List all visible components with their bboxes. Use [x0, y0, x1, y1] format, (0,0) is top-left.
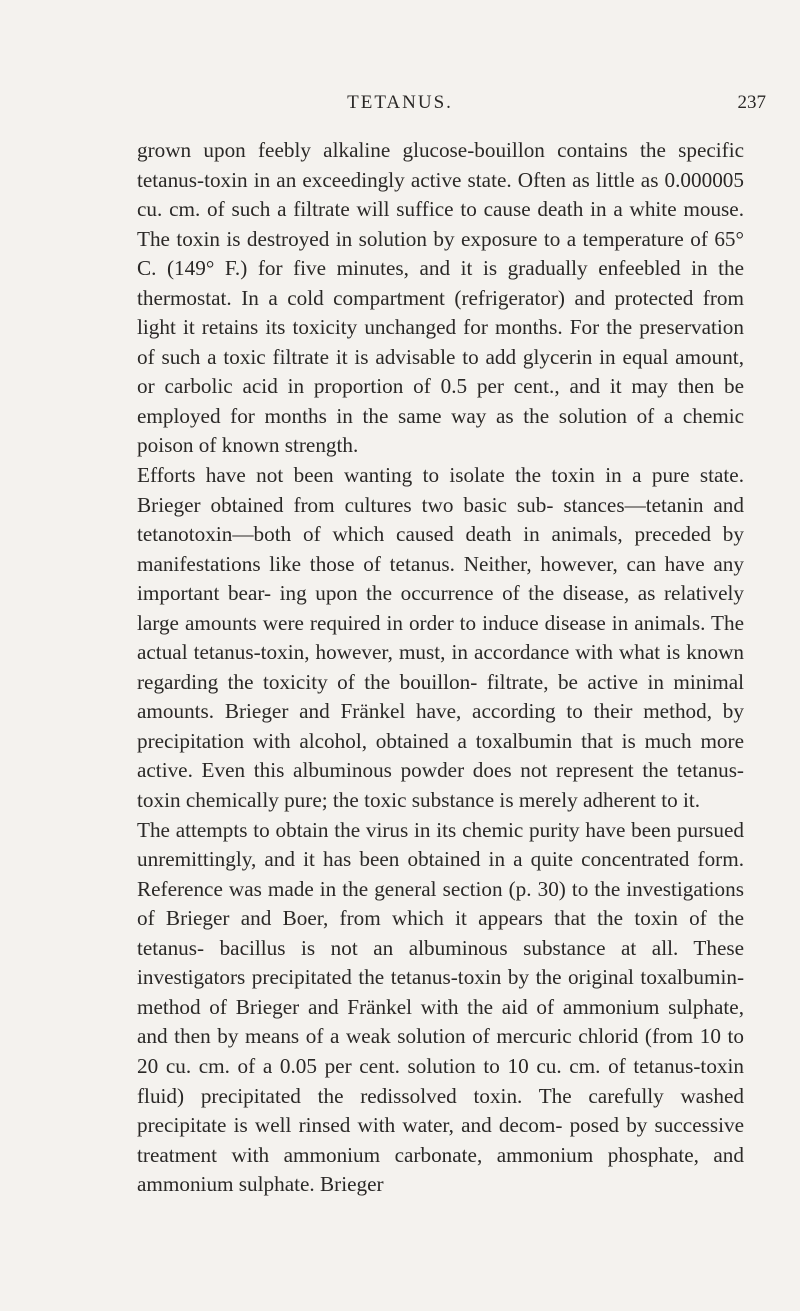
page-number: 237 — [737, 92, 766, 113]
body-text — [137, 136, 744, 1200]
paragraph-1: grown upon feebly alkaline glucose-bouillon contains the specific tetanus-toxin in an exceedingly active state. Often as little as 0.000005 cu. cm. of such a filtrate will suffice to cause death in a white mouse. The toxin is destroyed in solution by exposure to a temperature of 65° C. (149° F.) for five minutes, and it is gradually enfeebled in the thermostat. In a cold compartment (refrigerator) and protected from light it retains its toxicity unchanged for months. For the preservation of such a toxic filtrate it is advisable to add glycerin in equal amount, or carbolic acid in proportion of 0.5 per cent., and it may then be employed for months in the same way as the solution of a chemic poison of known strength. — [137, 138, 744, 458]
running-title: TETANUS. — [347, 92, 453, 113]
running-head — [0, 88, 800, 118]
paragraph-2: Efforts have not been wanting to isolate the toxin in a pure state. Brieger obtained from cultures two basic sub- stances—tetanin and tetanotoxin—both of which caused death in animals, preceded by manifestations like those of tetanus. Neither, however, can have any important bear- ing upon the occurrence of the disease, as relatively large amounts were required in order to induce disease in animals. The actual tetanus-toxin, however, must, in accordance with what is known regarding the toxicity of the bouillon- filtrate, be active in minimal amounts. Brieger and Fränkel have, according to their method, by precipitation with alcohol, obtained a toxalbumin that is much more active. Even this albuminous powder does not represent the tetanus-toxin chemically pure; the toxic substance is merely adherent to it. — [137, 463, 744, 813]
paragraph-3: The attempts to obtain the virus in its chemic purity have been pursued unremittingly, and it has been obtained in a quite concentrated form. Reference was made in the general section (p. 30) to the investigations of Brieger and Boer, from which it appears that the toxin of the tetanus- bacillus is not an albuminous substance at all. These investigators precipitated the tetanus-toxin by the original toxalbumin-method of Brieger and Fränkel with the aid of ammonium sulphate, and then by means of a weak solution of mercuric chlorid (from 10 to 20 cu. cm. of a 0.05 per cent. solution to 10 cu. cm. of tetanus-toxin fluid) precipitated the redissolved toxin. The carefully washed precipitate is well rinsed with water, and decom- posed by successive treatment with ammonium carbonate, ammonium phosphate, and ammonium sulphate. Brieger — [137, 817, 744, 1197]
